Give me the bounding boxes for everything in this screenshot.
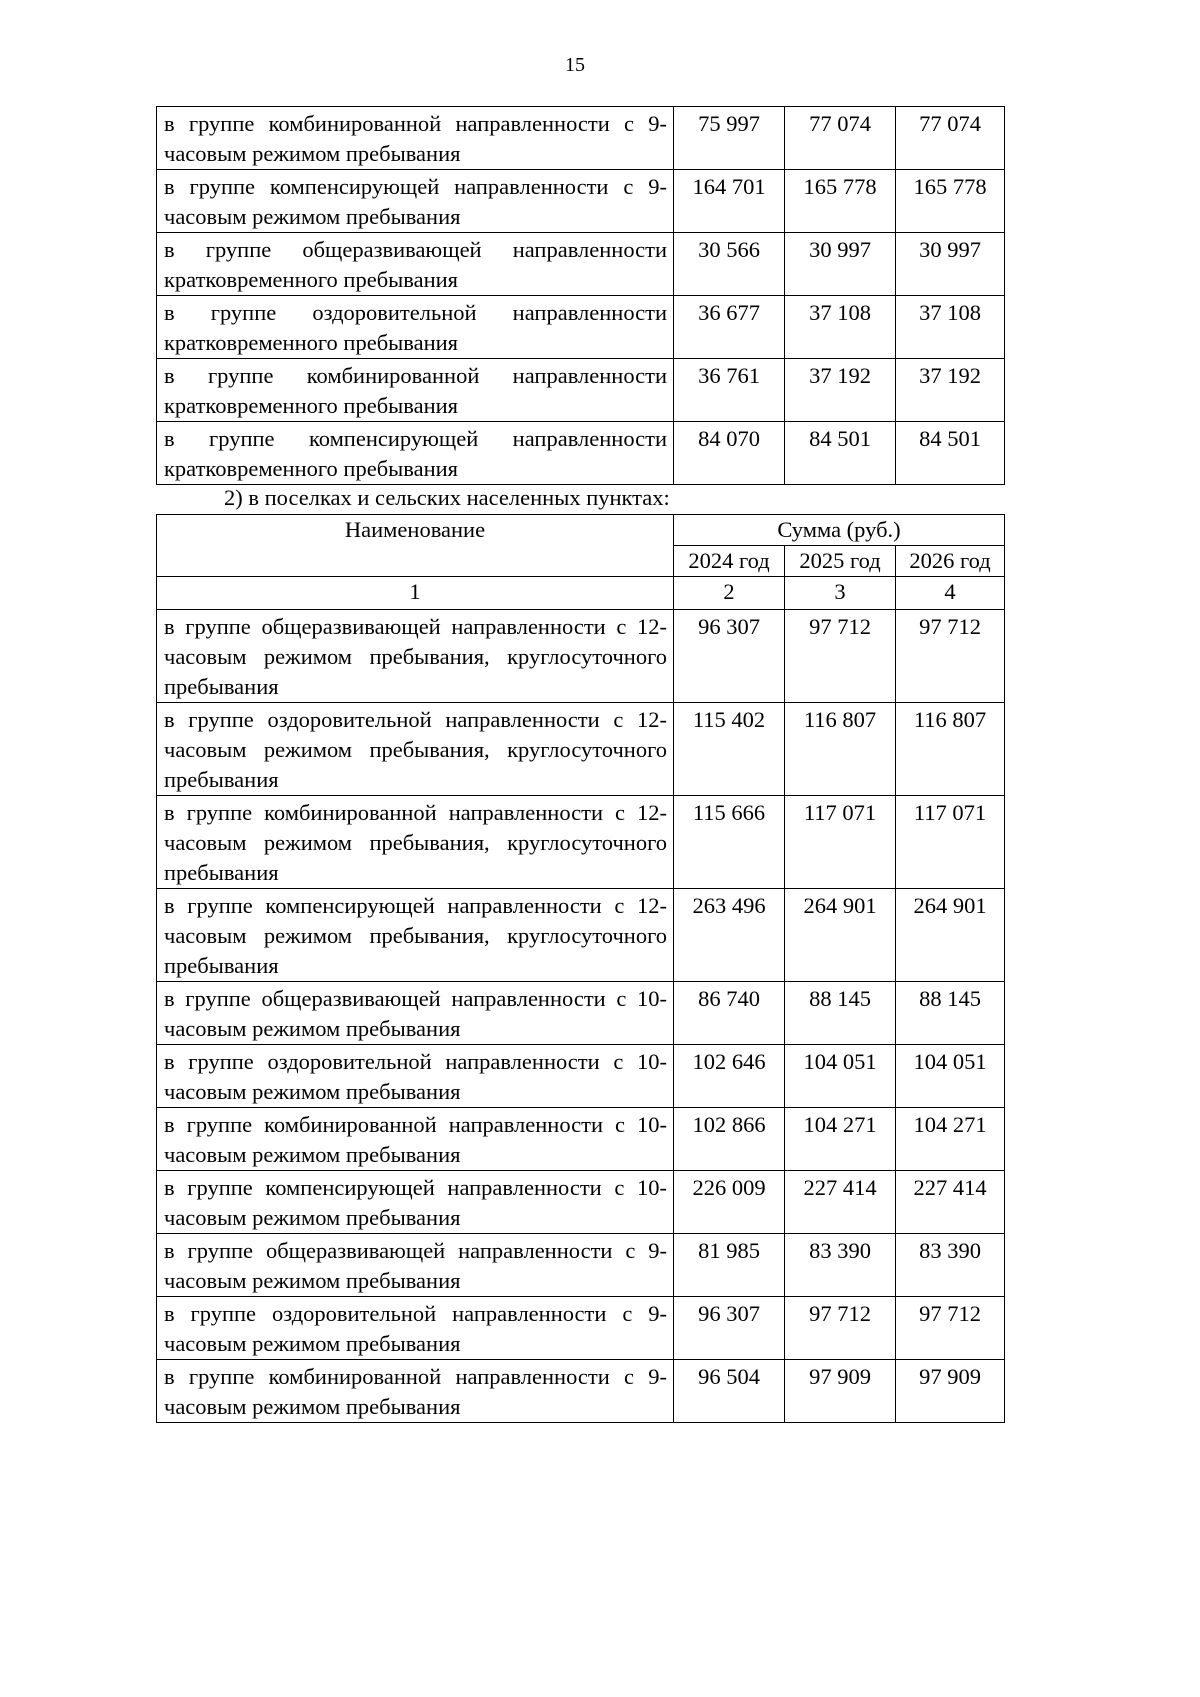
table-row (157, 1234, 1005, 1297)
amount-2026-cell: 227 414 (896, 1171, 1005, 1234)
table-row (157, 889, 1005, 982)
table-row (157, 296, 1005, 359)
table-row (157, 422, 1005, 485)
amount-2024-cell: 36 677 (674, 296, 785, 359)
group-name-cell: в группе комбинированной направленности с 9-часовым режимом пребывания (157, 1360, 674, 1423)
amount-2024-cell: 96 504 (674, 1360, 785, 1423)
amount-2024-cell: 75 997 (674, 107, 785, 170)
amount-2024-cell: 30 566 (674, 233, 785, 296)
amount-2026-cell: 104 051 (896, 1045, 1005, 1108)
amount-2024-cell: 263 496 (674, 889, 785, 982)
table-row (157, 610, 1005, 703)
amount-2025-cell: 117 071 (785, 796, 896, 889)
amount-2024-cell: 96 307 (674, 1297, 785, 1360)
group-name-cell: в группе оздоровительной направленности с 9-часовым режимом пребывания (157, 1297, 674, 1360)
table-row (157, 1171, 1005, 1234)
amount-2025-cell: 37 108 (785, 296, 896, 359)
amount-2024-cell: 84 070 (674, 422, 785, 485)
column-header-sum: Сумма (руб.) (674, 515, 1005, 546)
amount-2025-cell: 165 778 (785, 170, 896, 233)
amount-2026-cell: 84 501 (896, 422, 1005, 485)
group-name-cell: в группе комбинированной направленности кратковременного пребывания (157, 359, 674, 422)
amount-2026-cell: 116 807 (896, 703, 1005, 796)
amount-2025-cell: 83 390 (785, 1234, 896, 1297)
amount-2024-cell: 86 740 (674, 982, 785, 1045)
group-name-cell: в группе общеразвивающей направленности с 12-часовым режимом пребывания, круглосуточного пребывания (157, 610, 674, 703)
amount-2026-cell: 97 909 (896, 1360, 1005, 1423)
amount-2025-cell: 84 501 (785, 422, 896, 485)
amount-2026-cell: 37 108 (896, 296, 1005, 359)
section-heading: 2) в поселках и сельских населенных пунктах: (224, 485, 670, 510)
amount-2025-cell: 116 807 (785, 703, 896, 796)
column-header-year: 2024 год (674, 546, 785, 577)
amount-2024-cell: 115 402 (674, 703, 785, 796)
group-name-cell: в группе комбинированной направленности с 10-часовым режимом пребывания (157, 1108, 674, 1171)
amount-2026-cell: 264 901 (896, 889, 1005, 982)
amount-2025-cell: 97 712 (785, 1297, 896, 1360)
column-header-name: Наименование (157, 515, 674, 577)
amount-2024-cell: 102 866 (674, 1108, 785, 1171)
amount-2026-cell: 104 271 (896, 1108, 1005, 1171)
amount-2024-cell: 96 307 (674, 610, 785, 703)
amount-2025-cell: 97 909 (785, 1360, 896, 1423)
amount-2026-cell: 30 997 (896, 233, 1005, 296)
column-header-year: 2025 год (785, 546, 896, 577)
group-name-cell: в группе компенсирующей направленности с 12-часовым режимом пребывания, круглосуточного пребывания (157, 889, 674, 982)
group-name-cell: в группе оздоровительной направленности кратковременного пребывания (157, 296, 674, 359)
amount-2025-cell: 37 192 (785, 359, 896, 422)
amount-2024-cell: 36 761 (674, 359, 785, 422)
tariff-table-urban-continued (156, 106, 1005, 485)
column-number-row (157, 577, 1005, 610)
group-name-cell: в группе комбинированной направленности с 12-часовым режимом пребывания, круглосуточного пребывания (157, 796, 674, 889)
column-number: 4 (896, 577, 1005, 610)
column-number: 1 (157, 577, 674, 610)
amount-2024-cell: 102 646 (674, 1045, 785, 1108)
group-name-cell: в группе общеразвивающей направленности с 9-часовым режимом пребывания (157, 1234, 674, 1297)
amount-2026-cell: 88 145 (896, 982, 1005, 1045)
amount-2026-cell: 117 071 (896, 796, 1005, 889)
table-row (157, 703, 1005, 796)
group-name-cell: в группе комбинированной направленности с 9-часовым режимом пребывания (157, 107, 674, 170)
amount-2024-cell: 115 666 (674, 796, 785, 889)
group-name-cell: в группе общеразвивающей направленности кратковременного пребывания (157, 233, 674, 296)
amount-2025-cell: 104 271 (785, 1108, 896, 1171)
amount-2025-cell: 264 901 (785, 889, 896, 982)
table-row (157, 1297, 1005, 1360)
group-name-cell: в группе общеразвивающей направленности с 10-часовым режимом пребывания (157, 982, 674, 1045)
column-number: 3 (785, 577, 896, 610)
table-header-row (157, 515, 1005, 546)
tariff-table-rural (156, 514, 1005, 1423)
amount-2025-cell: 97 712 (785, 610, 896, 703)
table-row (157, 982, 1005, 1045)
table-row (157, 233, 1005, 296)
amount-2026-cell: 37 192 (896, 359, 1005, 422)
group-name-cell: в группе компенсирующей направленности с 10-часовым режимом пребывания (157, 1171, 674, 1234)
amount-2024-cell: 164 701 (674, 170, 785, 233)
table-row (157, 170, 1005, 233)
table-row (157, 1045, 1005, 1108)
amount-2026-cell: 97 712 (896, 610, 1005, 703)
amount-2024-cell: 81 985 (674, 1234, 785, 1297)
group-name-cell: в группе компенсирующей направленности с 9-часовым режимом пребывания (157, 170, 674, 233)
column-number: 2 (674, 577, 785, 610)
amount-2024-cell: 226 009 (674, 1171, 785, 1234)
table-row (157, 107, 1005, 170)
amount-2026-cell: 97 712 (896, 1297, 1005, 1360)
table-row (157, 1360, 1005, 1423)
amount-2025-cell: 77 074 (785, 107, 896, 170)
amount-2026-cell: 77 074 (896, 107, 1005, 170)
column-header-year: 2026 год (896, 546, 1005, 577)
group-name-cell: в группе оздоровительной направленности с 10-часовым режимом пребывания (157, 1045, 674, 1108)
amount-2026-cell: 83 390 (896, 1234, 1005, 1297)
group-name-cell: в группе оздоровительной направленности с 12-часовым режимом пребывания, круглосуточного пребывания (157, 703, 674, 796)
table-row (157, 1108, 1005, 1171)
table-row (157, 359, 1005, 422)
table-row (157, 796, 1005, 889)
amount-2026-cell: 165 778 (896, 170, 1005, 233)
amount-2025-cell: 227 414 (785, 1171, 896, 1234)
amount-2025-cell: 30 997 (785, 233, 896, 296)
amount-2025-cell: 88 145 (785, 982, 896, 1045)
amount-2025-cell: 104 051 (785, 1045, 896, 1108)
page-number: 15 (565, 54, 585, 76)
group-name-cell: в группе компенсирующей направленности кратковременного пребывания (157, 422, 674, 485)
